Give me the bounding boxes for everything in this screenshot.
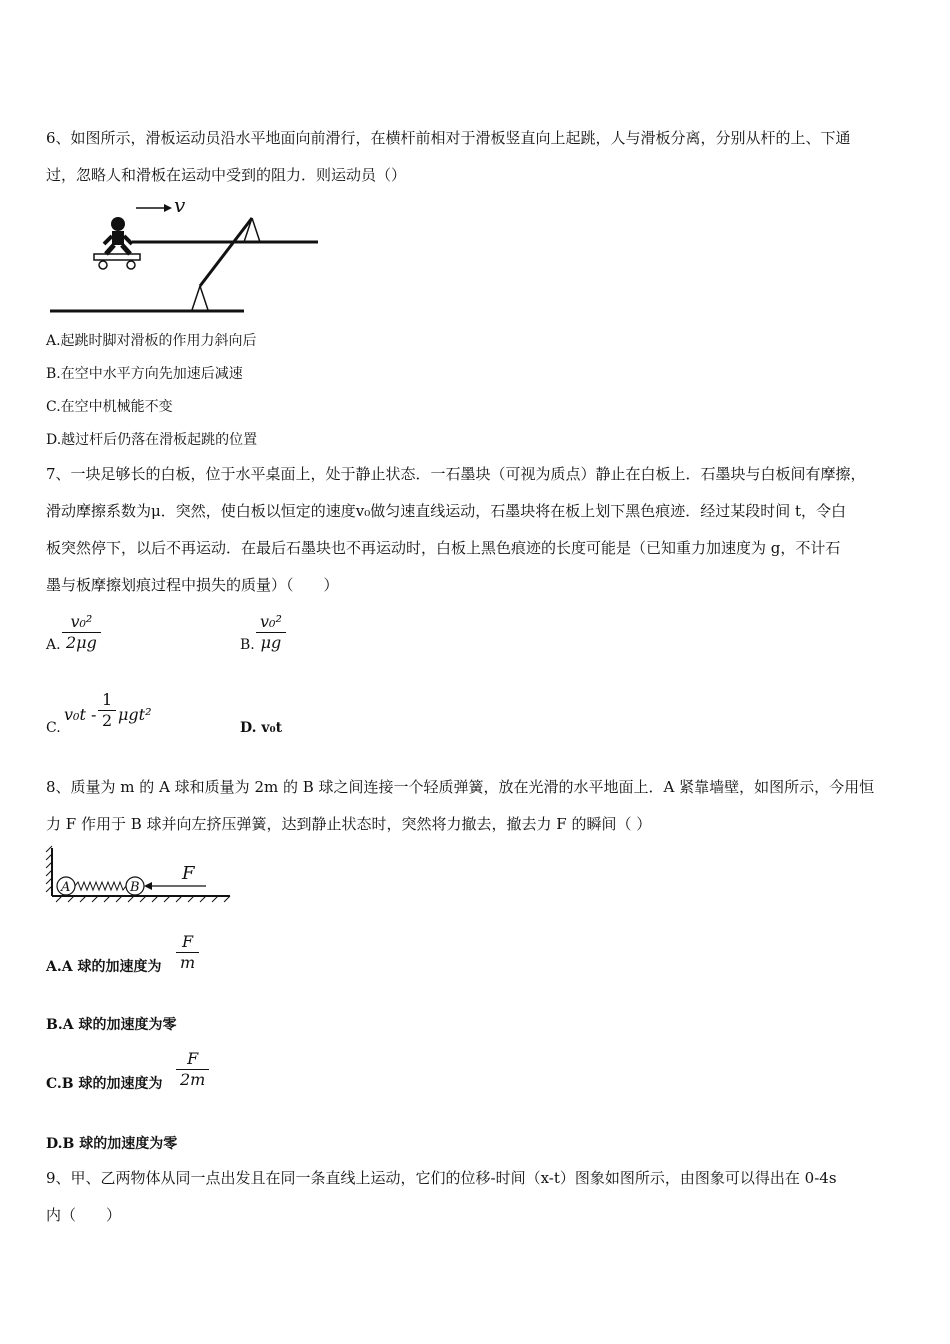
q7-stem-line1: 7、一块足够长的白板，位于水平桌面上，处于静止状态．一石墨块（可视为质点）静止在白板上．石墨块与白板间有摩擦， (46, 465, 866, 483)
ball-b-label: B (130, 880, 140, 895)
q7-option-c-label: C. (46, 720, 61, 736)
q7-option-b-label: B. (240, 637, 255, 653)
q7-option-b-denominator: μg (260, 633, 282, 652)
q7-stem-line4: 墨与板摩擦划痕过程中损失的质量）（ ） (46, 576, 339, 594)
ball-a-label: A (61, 880, 71, 895)
spring-figure (46, 846, 236, 904)
q6-option-a: A.起跳时脚对滑板的作用力斜向后 (46, 333, 257, 349)
q8-option-c-denominator: 2m (180, 1070, 206, 1089)
q6-option-d: D.越过杆后仍落在滑板起跳的位置 (46, 432, 258, 448)
q7-option-c-post: μgt² (118, 705, 152, 724)
q7-stem-line3: 板突然停下，以后不再运动．在最后石墨块也不再运动时，白板上黑色痕迹的长度可能是（已知重力加速度为 g，不计石 (46, 539, 841, 557)
q6-stem-line2: 过，忽略人和滑板在运动中受到的阻力．则运动员（） (46, 166, 407, 184)
q6-stem-line1: 6、如图所示，滑板运动员沿水平地面向前滑行，在横杆前相对于滑板竖直向上起跳，人与滑板分离，分别从杆的上、下通 (46, 129, 851, 147)
q7-option-a-fraction (62, 612, 101, 653)
q7-option-b-numerator: v₀² (260, 612, 282, 631)
q8-stem-line2: 力 F 作用于 B 球并向左挤压弹簧，达到静止状态时，突然将力撤去，撤去力 F 的瞬间（ ） (46, 815, 652, 833)
q8-option-a-fraction (176, 932, 199, 973)
q9-stem-line2: 内（ ） (46, 1206, 122, 1224)
q8-option-c-numerator: F (187, 1049, 199, 1068)
q7-option-a-denominator: 2μg (66, 633, 97, 652)
q7-stem-line2: 滑动摩擦系数为μ．突然，使白板以恒定的速度v₀做匀速直线运动，石墨块将在板上划下黑色痕迹．经过某段时间 t，令白 (46, 502, 847, 520)
q7-option-a-numerator: v₀² (70, 612, 93, 631)
q7-option-d: D. v₀t (240, 720, 283, 736)
q8-option-d: D.B 球的加速度为零 (46, 1136, 178, 1152)
q8-option-c: C.B 球的加速度为 (46, 1076, 163, 1092)
q7-option-c-half (98, 690, 116, 731)
q9-stem-line1: 9、甲、乙两物体从同一点出发且在同一条直线上运动，它们的位移-时间（x-t）图象如图所示，由图象可以得出在 0-4s (46, 1169, 837, 1187)
q8-option-c-fraction (176, 1049, 209, 1090)
q8-option-a-numerator: F (182, 932, 194, 951)
q7-option-c-pre: v₀t - (64, 705, 97, 724)
q8-option-b: B.A 球的加速度为零 (46, 1017, 177, 1033)
q8-option-a: A.A 球的加速度为 (46, 959, 162, 975)
q8-option-a-denominator: m (180, 953, 196, 972)
q7-option-b-fraction (256, 612, 286, 653)
q7-option-c-half-numerator: 1 (102, 690, 113, 709)
skateboard-figure (44, 193, 334, 316)
q6-option-c: C.在空中机械能不变 (46, 399, 173, 415)
velocity-label: v (174, 193, 186, 217)
q7-option-c-half-denominator: 2 (102, 711, 113, 730)
q8-stem-line1: 8、质量为 m 的 A 球和质量为 2m 的 B 球之间连接一个轻质弹簧，放在光滑的水平地面上．A 紧靠墙壁，如图所示，今用恒 (46, 778, 875, 796)
force-label: F (182, 863, 195, 884)
q7-option-a-label: A. (46, 637, 61, 653)
q6-option-b: B.在空中水平方向先加速后减速 (46, 366, 243, 382)
